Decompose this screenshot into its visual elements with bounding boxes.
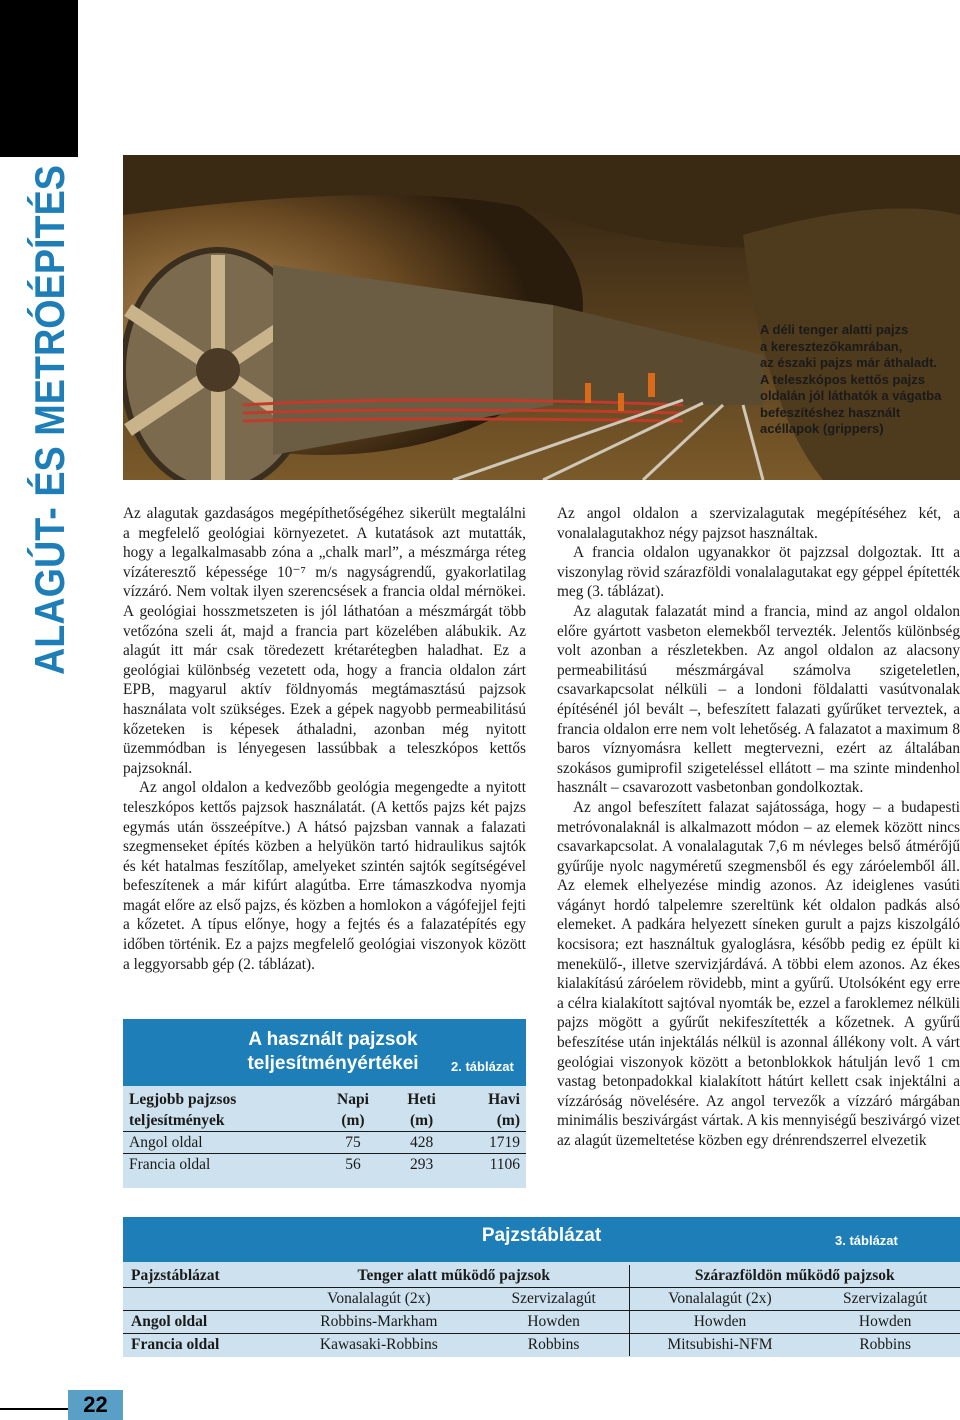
subheader-cell: Vonalalagút (2x) [629,1288,810,1311]
body-paragraph: Az angol oldalon a szervizalagutak megépítéséhez két, a vonalalagutakhoz négy pajzsot használtak. [557,505,960,542]
body-paragraph: Az angol befeszített falazat sajátossága, hogy – a budapesti metróvonalaknál is alkalmazott módon – az elemek között nincs csavarkapcsolat. A vonalalagutak 7,6 m névleges belső átmérőjű gyűrűje nyolc nagyméretű szegmensből és egy záróelemből áll. Az elemek elhelyezése mindig azonos. Az ideiglenes vasúti vágányt hordó talpelemre szereltünk két oldalon padkás alsó elemeket. A padkára helyezett síneken gurult a pajzs kiszolgáló kocsisora; ezt használtuk gyaloglásra, később pedig ez épült ki menekülő-, illetve szervizjárdává. A többi elem azonos. Az ékes kialakítású záróelem rövidebb, mint a gyűrű. Utolsóként egy erre a célra kialakított sajtóval nyomták be, ezzel a faroklemez nélküli pajzs mögött a gyűrűt nekifeszítették a kőzetnek. A gyűrű befeszítése után injektálás nélkül is azonnal állékony volt. A várt geológiai viszonyok között a betonblokkok hátulján levő 1 cm vastag betonpadokkal kialakított hátúrt kellett csak injektálni a vízzáróság növelésére. Az angol tervezők a vízzáró márgában minimális beszivárgást vártak. A kis mennyiségű beszivárgó vizet az alagút üzemeltetése közben egy drénrendszerrel elvezetik [557,798,960,1149]
caption-line: A teleszkópos kettős pajzs [760,371,925,387]
table-cell: 1719 [455,1132,527,1154]
caption-line: az északi pajzs már áthaladt. [760,355,938,370]
body-paragraph: Az angol oldalon a kedvezőbb geológia megengedte a nyitott teleszkópos kettős pajzsok használatát. (A kettős pajzs két pajzs egymás után összeépítve.) A hátsó pajzsban vannak a falazati szegmenseket építés közben a helyükön tartó hidraulikus sajtók és két hatalmas feszítőlap, amelyeket szintén sajtók segítségével befeszítenek a már kifúrt alagútba. Erre támaszkodva nyomja magát előre az első pajzs, és közben a homlokon a vágófejjel fejti a kőzetet. A típus előnye, hogy a fejtés és a falazatépítés egy időben történik. Ez a pajzs megfelelő geológiai viszonyok között a leggyorsabb gép (2. táblázat). [123,779,526,973]
header-cell: Legjobb pajzsos [129,1090,237,1108]
header-cell: Pajzstáblázat [123,1265,279,1288]
table-header-row [123,1265,960,1288]
left-text-column [123,504,526,974]
caption-line: acéllapok (grippers) [760,421,884,436]
caption-line: a keresztezőkamrában, [760,338,903,354]
header-cell: teljesítmények [123,1110,317,1132]
subheader-cell: Szervizalagút [810,1288,960,1311]
row-label: Francia oldal [131,1336,220,1353]
performance-table-header [123,1019,526,1086]
header-cell: (m) [455,1110,527,1132]
header-cell: (m) [317,1110,388,1132]
table-cell: Howden [629,1311,810,1334]
table-row [123,1132,526,1154]
header-cell: Heti [407,1090,436,1108]
page-number: 22 [68,1390,123,1420]
table-cell: Robbins-Markham [279,1311,479,1334]
title-line: A használt pajzsok [248,1029,418,1050]
performance-table-title [213,1028,453,1076]
table-cell: 75 [317,1132,388,1154]
table-row [123,1334,960,1357]
photo-caption [760,322,950,438]
subheader-cell: Szervizalagút [479,1288,629,1311]
table-cell: Howden [810,1311,960,1334]
table-cell: Kawasaki-Robbins [319,1336,438,1353]
table-number-tag: 2. táblázat [451,1059,514,1074]
section-title-vertical [8,160,78,680]
performance-table [123,1019,526,1188]
table-row [123,1311,960,1334]
table-subheader-row [123,1288,960,1311]
empty-cell [123,1288,279,1311]
table-cell: 428 [389,1132,455,1154]
table-number-tag: 3. táblázat [835,1233,898,1248]
right-text-column [557,504,960,1151]
table-cell: 293 [409,1155,434,1173]
row-label: Francia oldal [129,1155,211,1173]
table-row [123,1154,526,1176]
table-cell: 56 [345,1155,361,1173]
shield-table-title: Pajzstáblázat [481,1225,602,1246]
table-header-row [123,1089,526,1110]
section-sidebar [0,0,80,1420]
shield-table-header [123,1217,960,1262]
table-cell: Robbins [859,1336,912,1353]
header-cell: (m) [389,1110,455,1132]
body-paragraph: Az alagutak falazatát mind a francia, mind az angol oldalon előre gyártott vasbeton elemekből tervezték. Jelentős különbség volt azonban a részletekben. Az angol oldalon az alacsony permeabilitású mészmárgával számolva szigeteletlen, csavarkapcsolat nélküli – a londoni földalatti vasútvonalak építésénél jól bevált –, befeszített falazati gyűrűket terveztek, a francia oldalon erre nem volt lehetőség. A falazatot a maximum 8 baros víznyomásra kellett megtervezni, ezért az általában szokásos gumiprofil szigeteléssel ellátott – ma szinte mindenhol használt – csavarozott vasbetonban gondolkoztak. [557,602,960,797]
header-cell: Napi [337,1090,369,1108]
header-cell: Szárazföldön működő pajzsok [629,1265,960,1288]
body-paragraph: A francia oldalon ugyanakkor öt pajzzsal dolgoztak. Itt a viszonylag rövid szárazföldi vonalalagutakat egy géppel építették meg (3. táblázat). [557,544,960,601]
title-line: teljesítményértékei [247,1053,419,1074]
caption-line: oldalán jól láthatók a vágatba [760,388,942,403]
table-cell: 1106 [489,1155,520,1173]
section-title: ALAGÚT- ÉS METRÓÉPÍTÉS [26,160,73,675]
header-cell: Tenger alatt működő pajzsok [279,1265,629,1288]
page-number-rule [0,1408,68,1410]
table-header-row [123,1110,526,1132]
table-cell: Mitsubishi-NFM [629,1334,810,1357]
row-label: Angol oldal [123,1132,317,1154]
caption-line: A déli tenger alatti pajzs [760,322,909,337]
subheader-cell: Vonalalagút (2x) [279,1288,479,1311]
sidebar-black-strip [0,0,78,157]
table-cell: Robbins [527,1336,580,1353]
shield-table [123,1217,960,1357]
row-label: Angol oldal [123,1311,279,1334]
body-paragraph: Az alagutak gazdaságos megépíthetőségéhez sikerült megtalálni a megfelelő geológiai környezetet. A kutatások azt mutatták, hogy a legalkalmasabb zóna a „chalk marl”, a mészmárga réteg vízáteresztő képessége 10⁻⁷ m/s nagyságrendű, gyakorlatilag vízzáró. Nem voltak ilyen szerencsések a francia oldal mérnökei. A geológiai hosszmetszeten is jól láthatóan a mészmárgát több vetőzóna szeli át, majd a francia part közelében alábukik. Az alagút itt már csak töredezett krétarétegben haladhat. Ez a geológiai különbség vezetett oda, hogy a francia oldalon zárt EPB, magyarul aktív földnyomás megtámasztású pajzsok használata volt szükséges. Ezek a gépek nagyobb permeabilitású kőzeteken is képesek áthaladni, azonban még nyitott üzemmódban is lényegesen lassúbbak a teleszkópos kettős pajzsoknál. [123,505,526,777]
header-cell: Havi [488,1090,520,1108]
performance-table-grid [123,1089,526,1175]
caption-line: befeszítéshez használt [760,404,901,420]
shield-table-grid [123,1265,960,1356]
table-cell: Howden [479,1311,629,1334]
